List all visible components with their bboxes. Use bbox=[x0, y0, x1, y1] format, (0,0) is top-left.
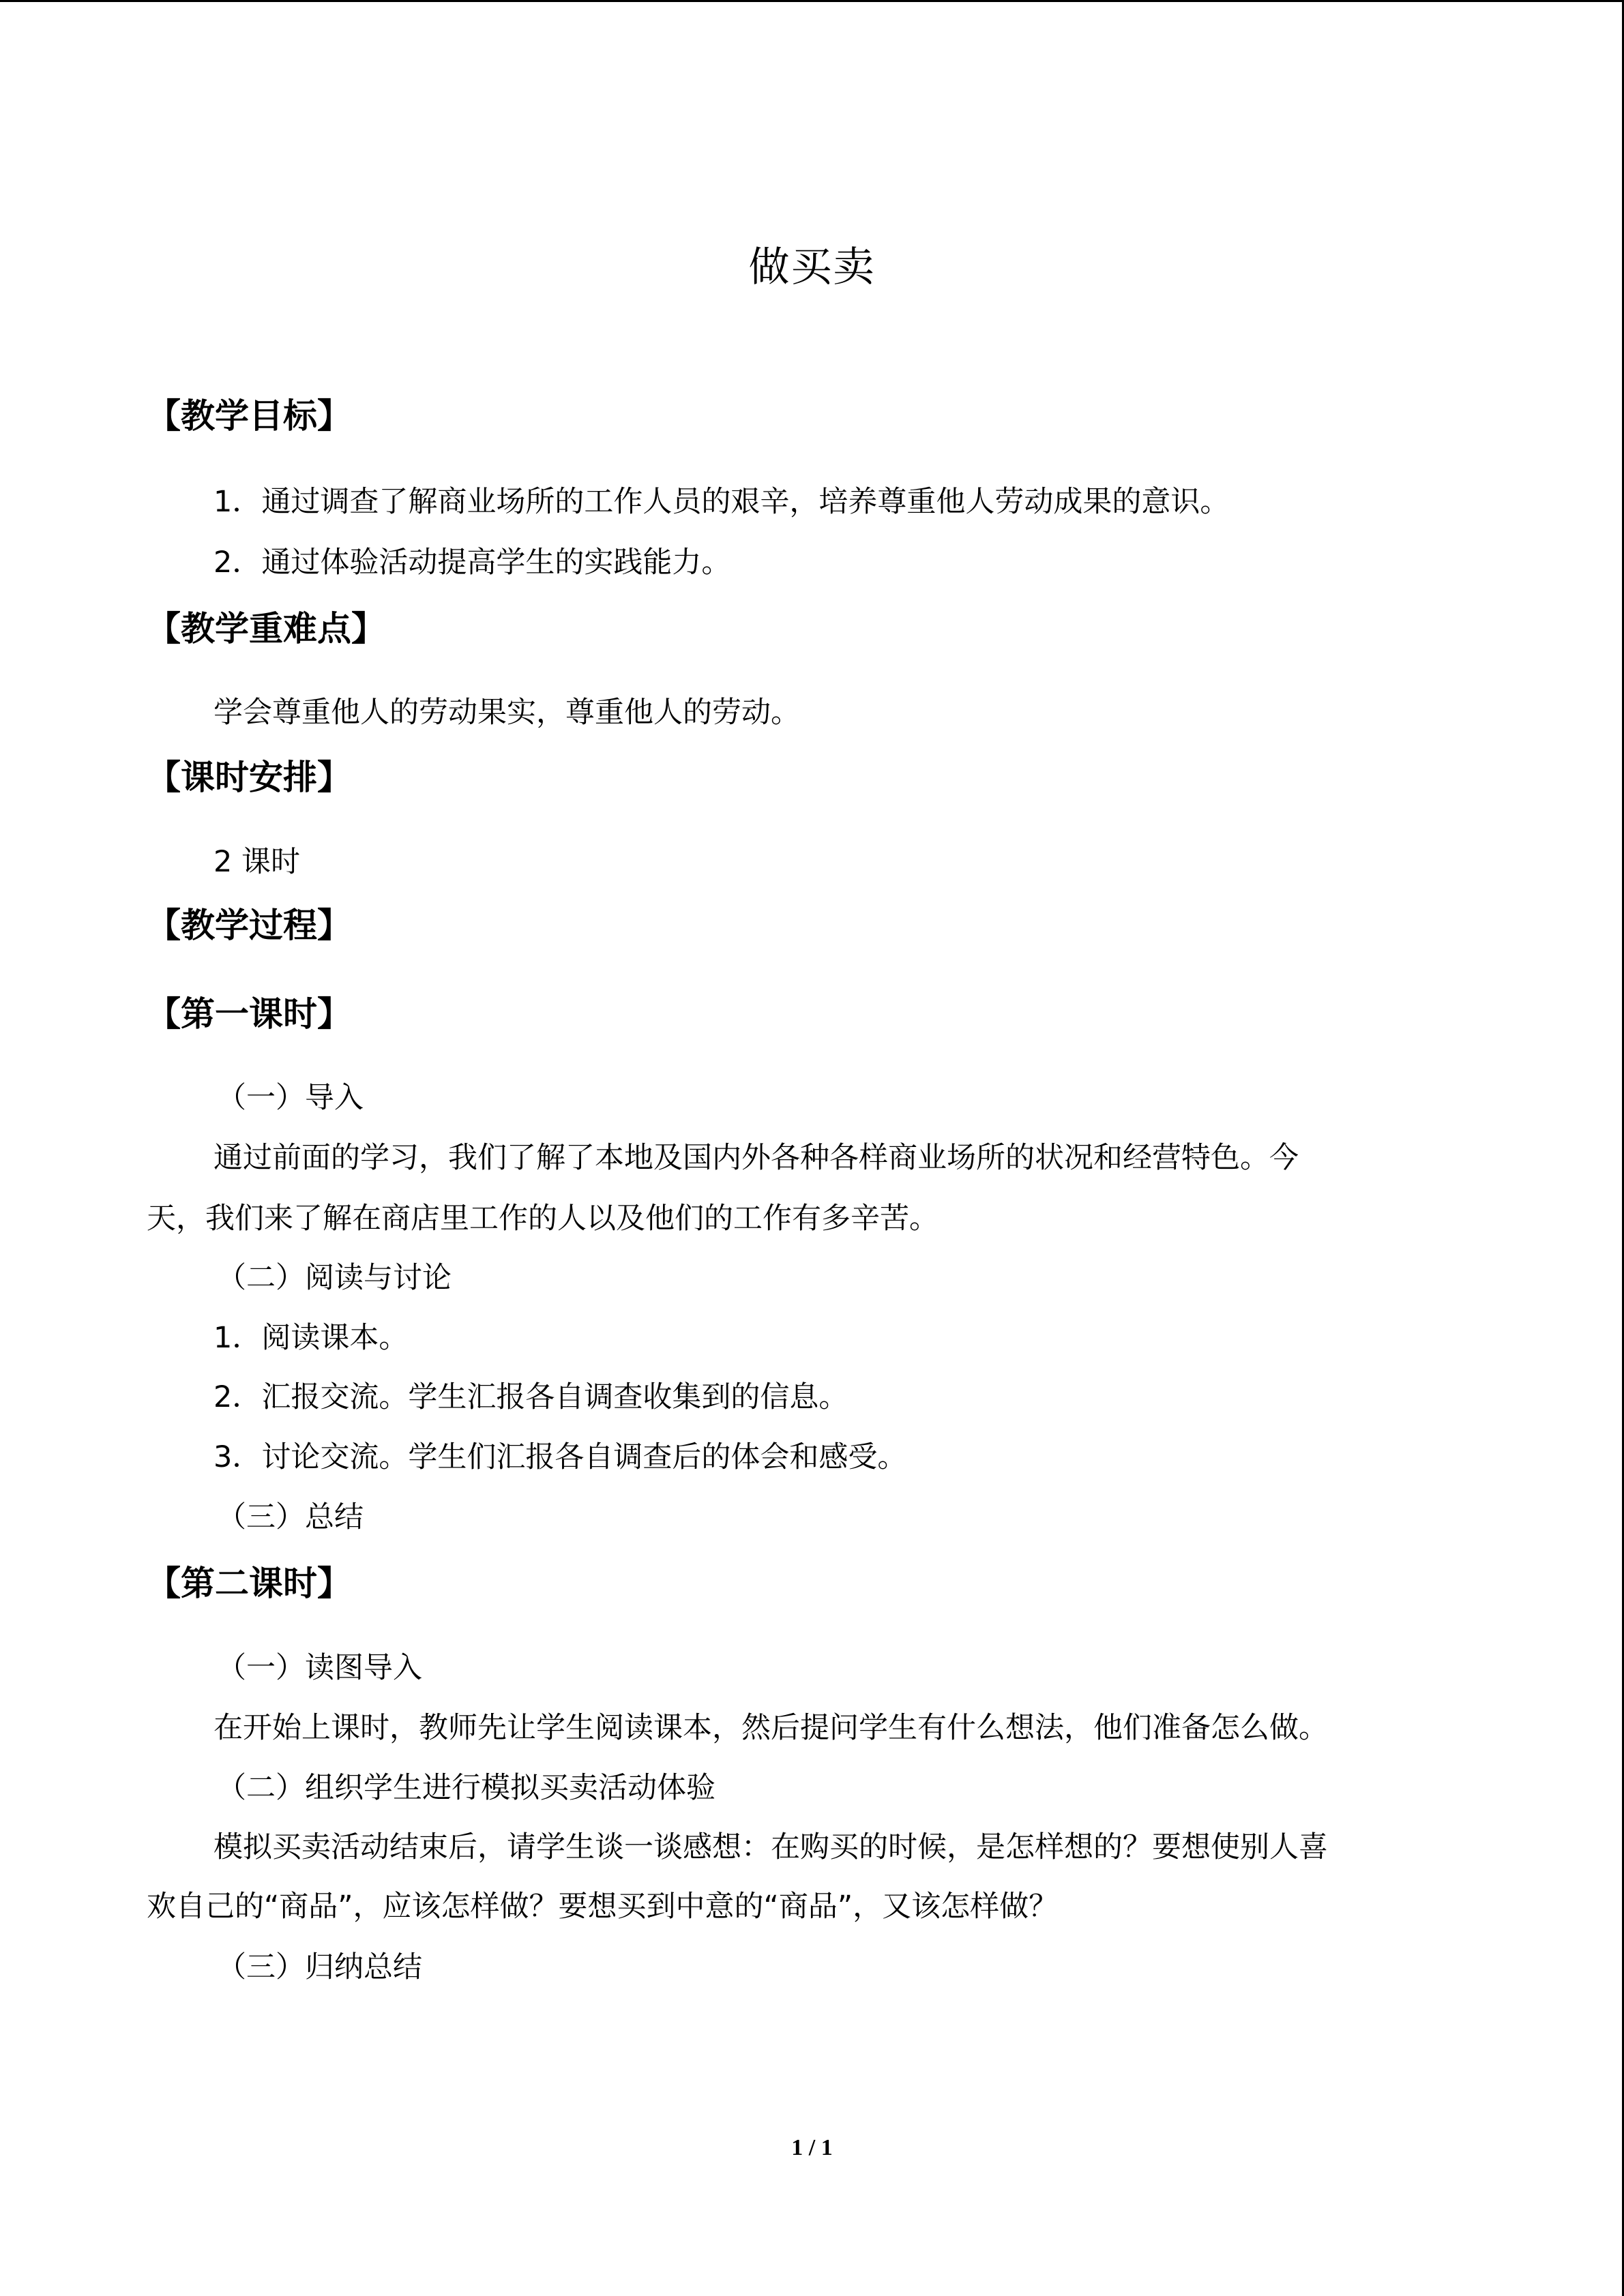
lesson2-part2-title: （二）组织学生进行模拟买卖活动体验 bbox=[217, 1771, 715, 1805]
schedule-text: 2 课时 bbox=[213, 845, 301, 879]
document-title: 做买卖 bbox=[748, 243, 876, 292]
section-heading-lesson2: 【第二课时】 bbox=[147, 1564, 351, 1603]
lesson1-part1-text-line2: 天，我们来了解在商店里工作的人以及他们的工作有多辛苦。 bbox=[147, 1202, 939, 1236]
page-number: 1 / 1 bbox=[791, 2135, 833, 2160]
lesson1-part1-text-line1: 通过前面的学习，我们了解了本地及国内外各种各样商业场所的状况和经营特色。今 bbox=[213, 1141, 1299, 1175]
section-heading-key-points: 【教学重难点】 bbox=[147, 609, 385, 648]
lesson2-part2-text-line2: 欢自己的“商品”，应该怎样做？要想买到中意的“商品”，又该怎样做？ bbox=[147, 1890, 1059, 1924]
lesson2-part1-title: （一）读图导入 bbox=[217, 1651, 422, 1685]
lesson2-part2-text-line1: 模拟买卖活动结束后，请学生谈一谈感想：在购买的时候，是怎样想的？要想使别人喜 bbox=[213, 1830, 1328, 1864]
section-heading-lesson1: 【第一课时】 bbox=[147, 994, 351, 1034]
section-heading-schedule: 【课时安排】 bbox=[147, 758, 351, 797]
lesson1-part1-title: （一）导入 bbox=[217, 1081, 364, 1115]
lesson1-part2-item-3: 3．讨论交流。学生们汇报各自调查后的体会和感受。 bbox=[213, 1440, 907, 1474]
lesson1-part2-item-2: 2．汇报交流。学生汇报各自调查收集到的信息。 bbox=[213, 1380, 848, 1414]
lesson1-part3-title: （三）总结 bbox=[217, 1500, 364, 1534]
key-points-text: 学会尊重他人的劳动果实，尊重他人的劳动。 bbox=[213, 696, 800, 730]
lesson2-part3-title: （三）归纳总结 bbox=[217, 1950, 422, 1984]
objective-item-2: 2．通过体验活动提高学生的实践能力。 bbox=[213, 546, 731, 580]
section-heading-objectives: 【教学目标】 bbox=[147, 396, 351, 436]
section-heading-process: 【教学过程】 bbox=[147, 906, 351, 945]
lesson1-part2-item-1: 1．阅读课本。 bbox=[213, 1321, 409, 1355]
objective-item-1: 1．通过调查了解商业场所的工作人员的艰辛，培养尊重他人劳动成果的意识。 bbox=[213, 485, 1230, 519]
lesson1-part2-title: （二）阅读与讨论 bbox=[217, 1261, 452, 1295]
lesson2-part1-text: 在开始上课时，教师先让学生阅读课本，然后提问学生有什么想法，他们准备怎么做。 bbox=[213, 1711, 1328, 1745]
